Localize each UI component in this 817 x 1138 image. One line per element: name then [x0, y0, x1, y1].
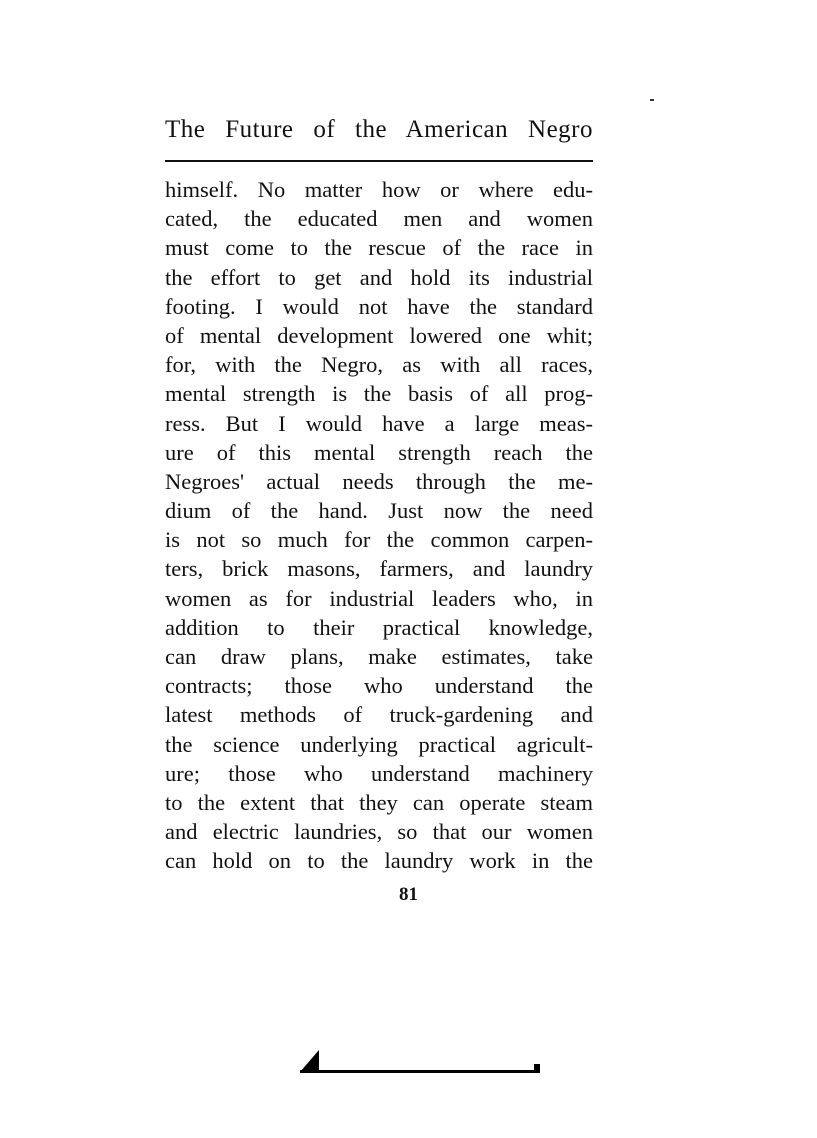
- text-line-content: is not so much for the common carpen-: [165, 527, 593, 553]
- text-line: [165, 759, 593, 788]
- text-line-content: for, with the Negro, as with all races,: [165, 352, 593, 378]
- text-line: [165, 292, 593, 321]
- text-line-content: Negroes' actual needs through the me-: [165, 468, 593, 494]
- text-line-content: can draw plans, make estimates, take: [165, 644, 593, 669]
- page-number: 81: [399, 884, 418, 905]
- text-line: [165, 438, 593, 467]
- text-line: [165, 613, 593, 642]
- header-rule: [165, 160, 593, 162]
- text-line: [165, 321, 593, 350]
- text-line: [165, 175, 593, 204]
- scan-speck: [650, 99, 654, 101]
- text-line: [165, 350, 593, 379]
- text-line-content: and electric laundries, so that our women: [165, 819, 593, 845]
- text-line-content: contracts; those who understand the: [165, 673, 593, 699]
- text-line: [165, 584, 593, 613]
- text-line: [165, 467, 593, 496]
- text-line-content: to the extent that they can operate steam: [165, 789, 593, 815]
- text-line: [165, 263, 593, 292]
- text-line-content: latest methods of truck-gardening and: [165, 702, 593, 728]
- text-line-content: of mental development lowered one whit;: [165, 322, 593, 348]
- text-line: [165, 554, 593, 583]
- text-line-content: ure; those who understand machinery: [165, 760, 593, 786]
- text-line-content: women as for industrial leaders who, in: [165, 585, 593, 611]
- text-line: [165, 817, 593, 846]
- text-line: [165, 788, 593, 817]
- text-line-content: ure of this mental strength reach the: [165, 439, 593, 465]
- text-line-content: the effort to get and hold its industrial: [165, 264, 593, 290]
- running-header: The Future of the American Negro: [165, 116, 593, 143]
- text-line-content: himself. No matter how or where edu-: [165, 177, 593, 202]
- text-line: [165, 700, 593, 729]
- text-line: [165, 730, 593, 759]
- text-line: [165, 204, 593, 233]
- text-line: [165, 642, 593, 671]
- scan-edge-mark-right: [534, 1064, 540, 1071]
- text-line: [165, 233, 593, 262]
- scan-edge-mark: [300, 1050, 319, 1072]
- text-line: [165, 409, 593, 438]
- text-line-content: dium of the hand. Just now the need: [165, 498, 593, 524]
- text-line: [165, 525, 593, 554]
- text-line-content: the science underlying practical agricult-: [165, 731, 593, 757]
- text-line-content: ters, brick masons, farmers, and laundry: [165, 556, 593, 582]
- text-line-content: mental strength is the basis of all prog-: [165, 381, 593, 407]
- text-line-content: footing. I would not have the standard: [165, 293, 593, 319]
- text-line-content: can hold on to the laundry work in the: [165, 848, 593, 874]
- text-line-content: ress. But I would have a large meas-: [165, 410, 593, 436]
- text-line-content: must come to the rescue of the race in: [165, 235, 593, 261]
- text-line-content: cated, the educated men and women: [165, 206, 593, 232]
- text-line-content: addition to their practical knowledge,: [165, 614, 593, 640]
- text-line: [165, 379, 593, 408]
- text-line: [165, 496, 593, 525]
- text-line: [165, 846, 593, 875]
- footer-rule: [300, 1070, 540, 1073]
- text-line: [165, 671, 593, 700]
- body-text: [165, 175, 593, 876]
